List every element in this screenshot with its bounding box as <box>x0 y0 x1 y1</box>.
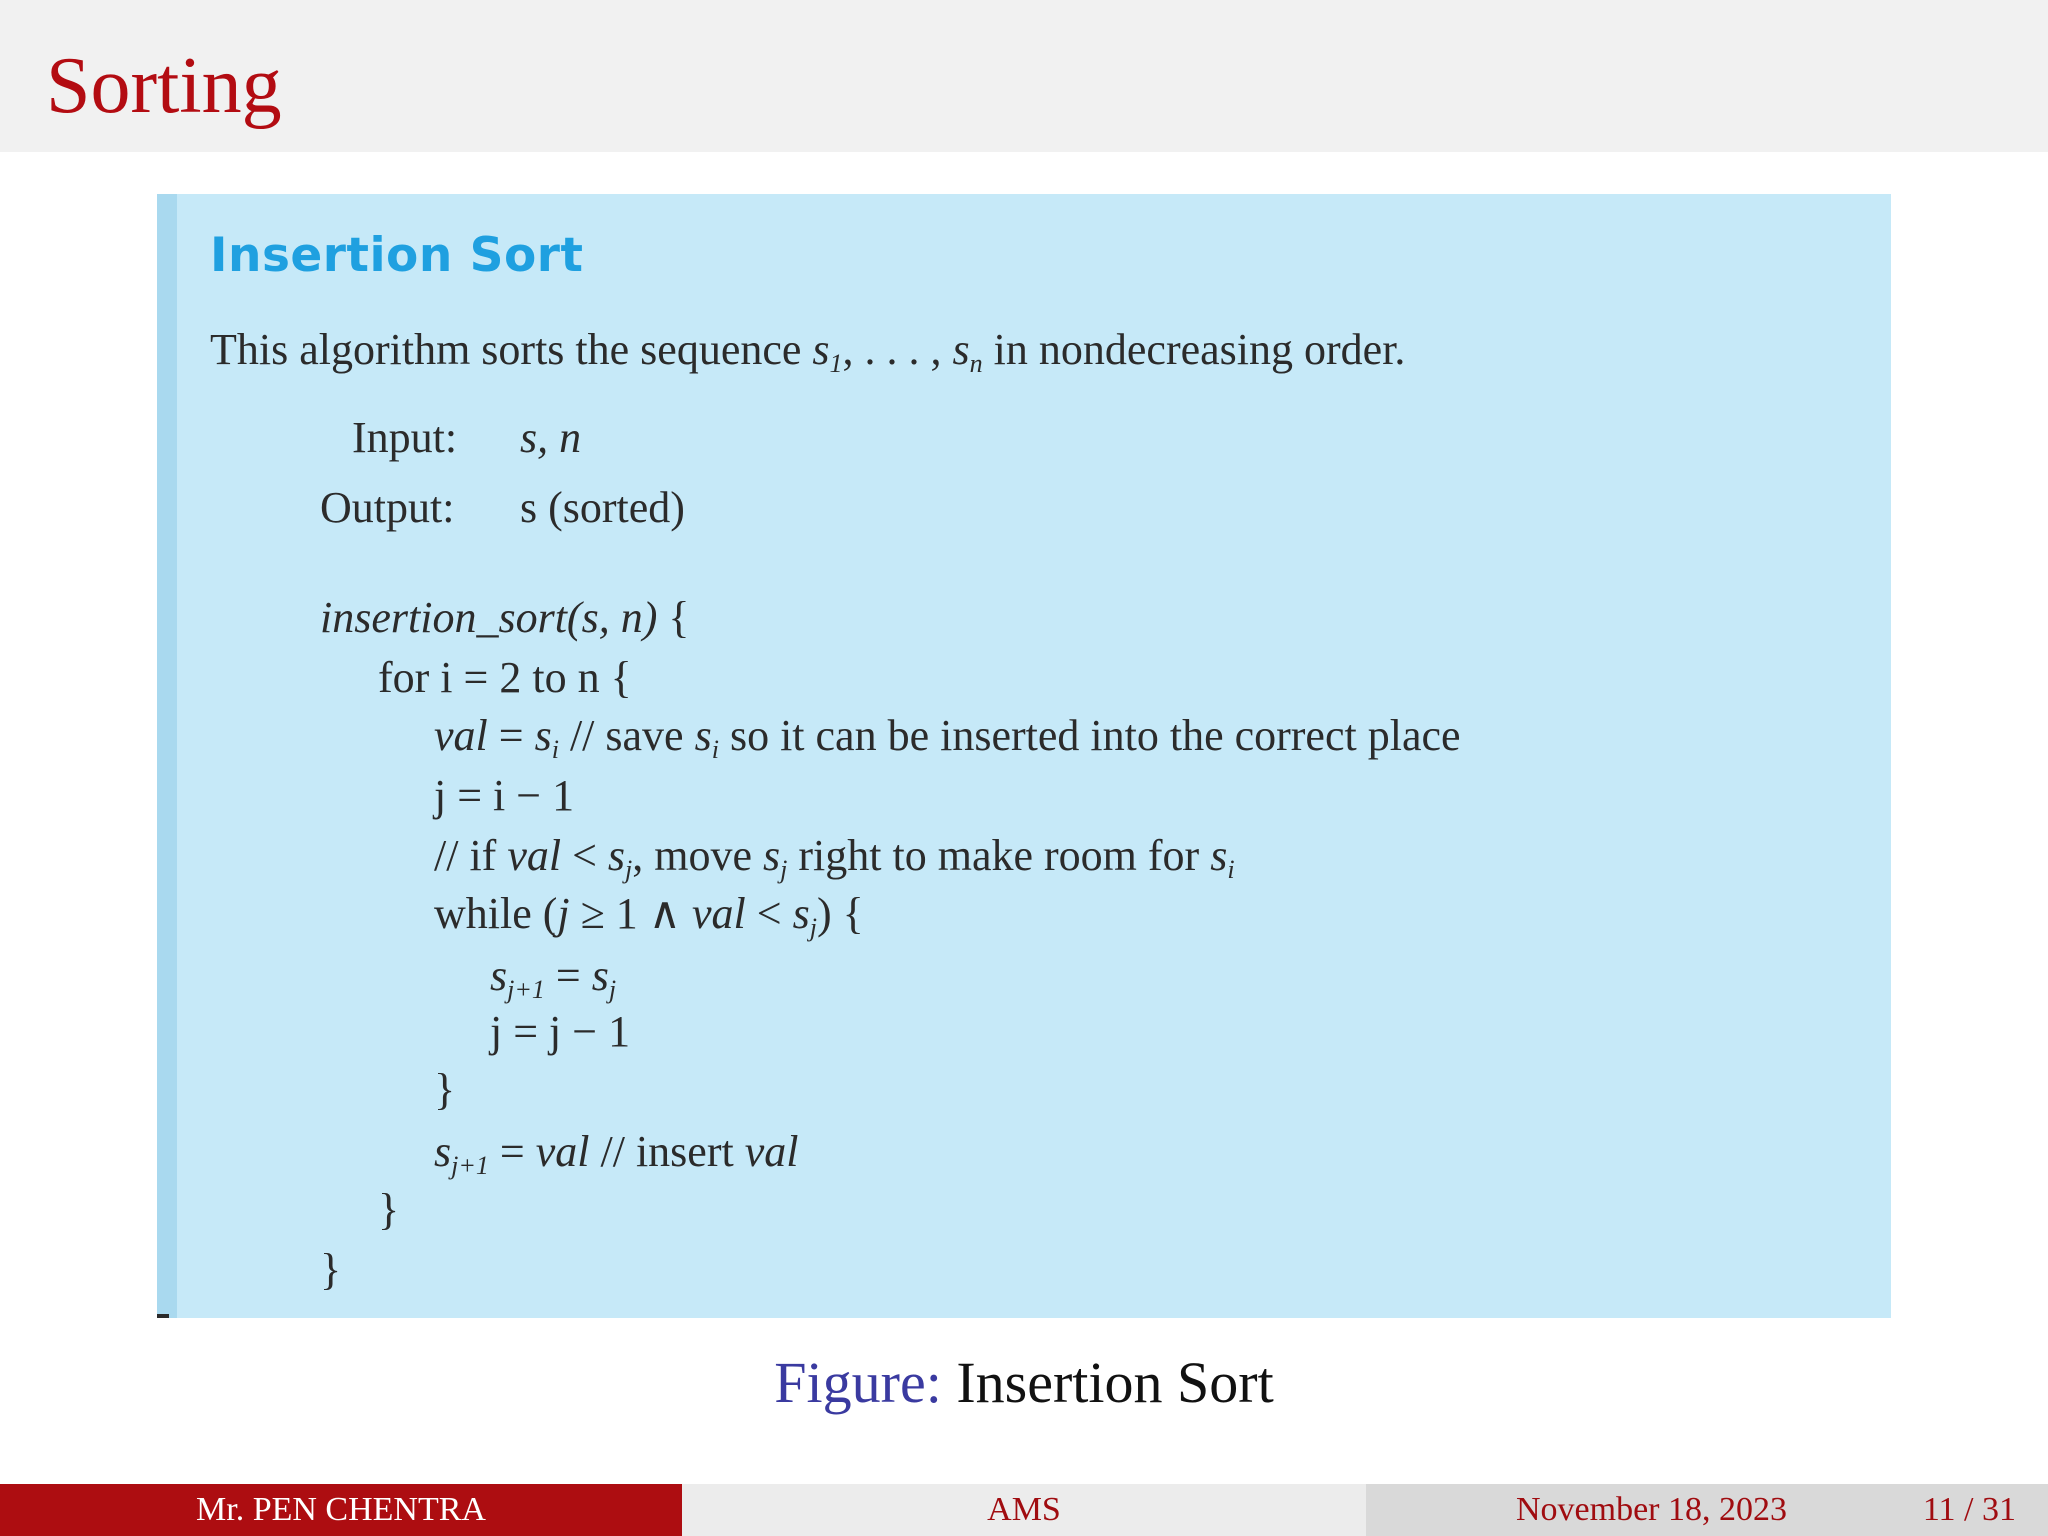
output-value: s (sorted) <box>520 483 685 532</box>
code-line-function-close: } <box>320 1245 342 1294</box>
code-line-shift: $s_{j+1} = s_j$ <box>490 951 617 1004</box>
code-line-while: while (j ≥ 1 ∧ val < $s_j$) { <box>434 889 864 942</box>
code-line-j-init: j = i − 1 <box>434 771 575 820</box>
caption-text: Insertion Sort <box>941 1350 1274 1415</box>
figure-left-border <box>157 194 177 1318</box>
footer-page-number: 11 / 31 <box>1922 1491 2016 1528</box>
figure-corner-mark <box>157 1314 169 1318</box>
output-label: Output: <box>320 483 455 532</box>
code-line-for-close: } <box>378 1185 400 1234</box>
code-line-while-close: } <box>434 1065 456 1114</box>
footer-author: Mr. PEN CHENTRA <box>0 1484 682 1536</box>
caption-prefix: Figure: <box>774 1350 942 1415</box>
slide-header <box>0 0 2048 152</box>
code-line-comment: // if val < $s_j$, move $s_j$ right to make room for $s_i$ <box>434 831 1235 884</box>
figure-caption <box>0 1348 2048 1418</box>
input-label: Input: <box>352 413 458 462</box>
input-value: s, n <box>520 413 582 462</box>
code-line-j-decrement: j = j − 1 <box>490 1007 631 1056</box>
algorithm-title: Insertion Sort <box>210 228 584 283</box>
code-line-insert: $s_{j+1}$ = val // insert val <box>434 1127 799 1180</box>
code-line-function: insertion_sort(s, n) { <box>320 593 690 642</box>
code-line-save-val: val = $s_i$ // save $s_i$ so it can be inserted into the correct place <box>434 711 1461 764</box>
algorithm-description: This algorithm sorts the sequence $s_1$, . . . , $s_n$ in nondecreasing order. <box>210 325 1406 378</box>
slide-footer <box>0 1484 2048 1536</box>
slide-title: Sorting <box>46 42 282 130</box>
footer-date-page <box>1366 1484 2048 1536</box>
footer-short-title: AMS <box>682 1484 1366 1536</box>
code-line-for: for i = 2 to n { <box>378 653 632 702</box>
footer-date: November 18, 2023 <box>1516 1491 1788 1528</box>
